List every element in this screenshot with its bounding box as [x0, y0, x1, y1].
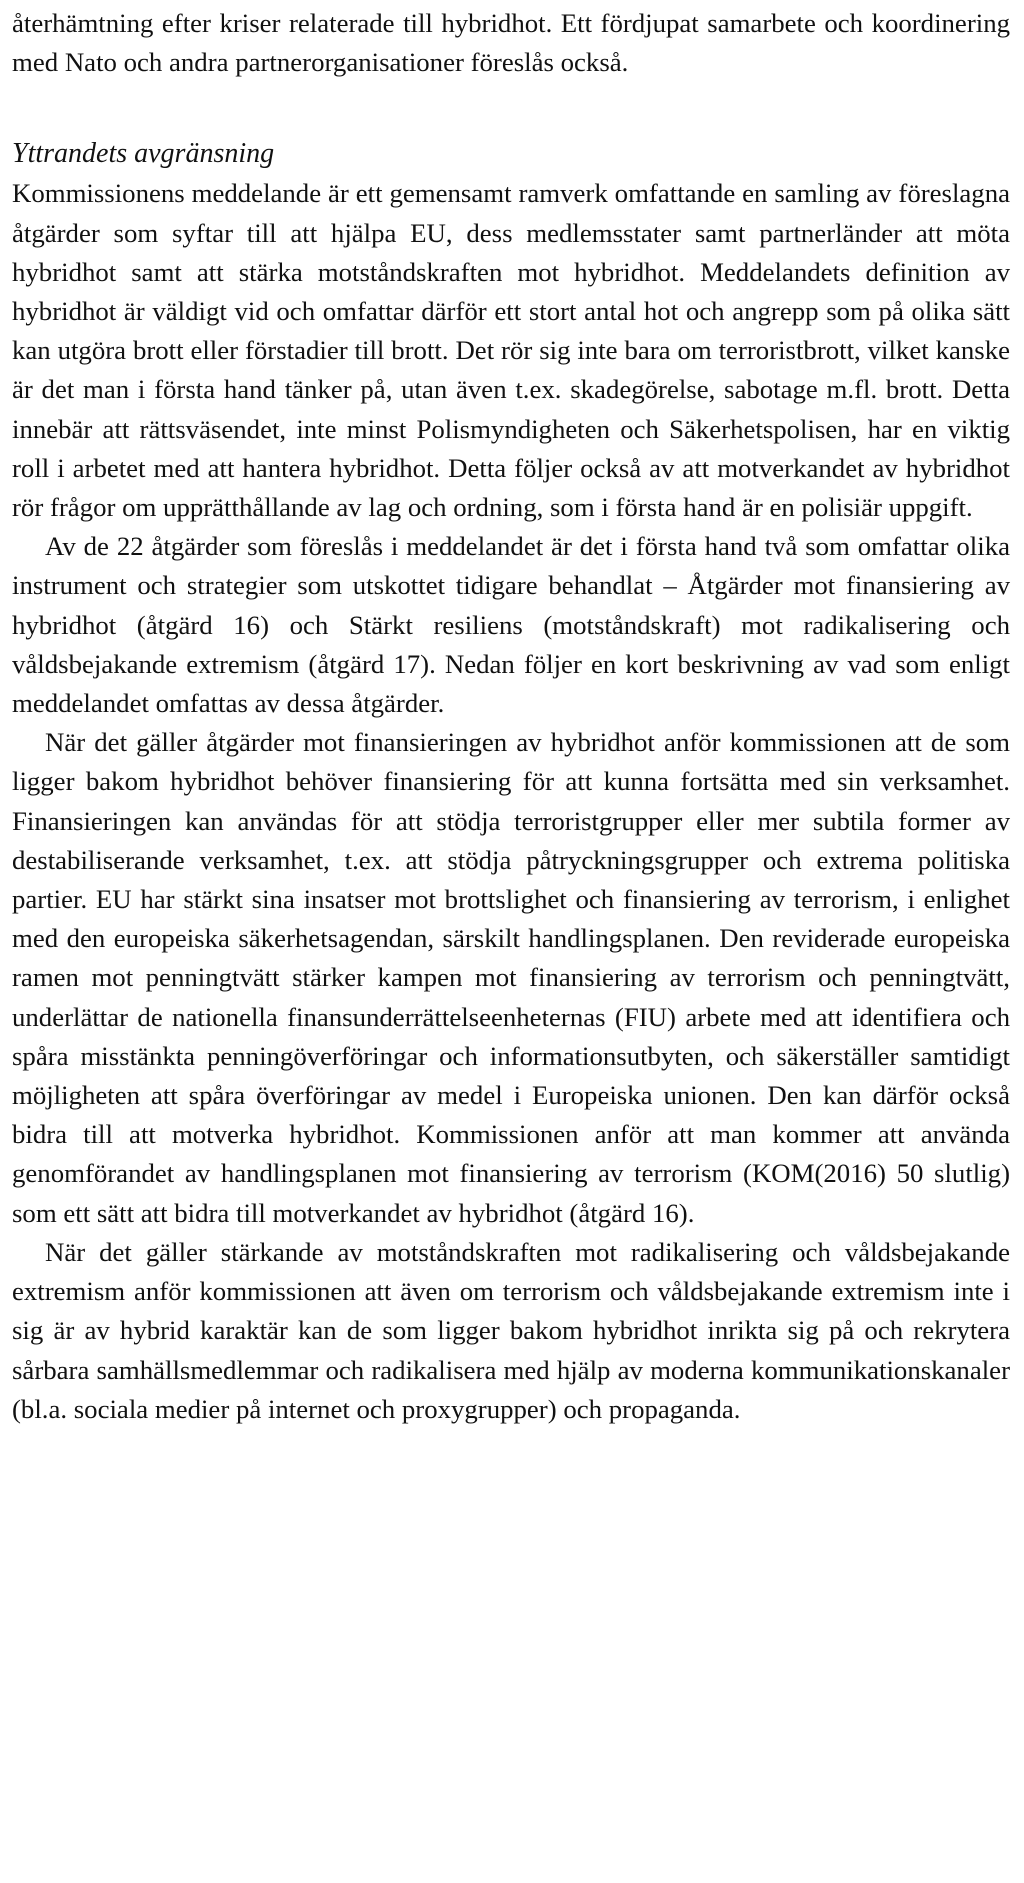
document-page — [12, 0, 1010, 1429]
paragraph-scope: Kommissionens meddelande är ett gemensamt ramverk omfattande en samling av föreslagna åtgärder som syftar till att hjälpa EU, dess medlemsstater samt partnerländer att möta hybridhot samt att stärka motståndskraften mot hybridhot. Meddelandets definition av hybridhot är väldigt vid och omfattar därför ett stort antal hot och angrepp som på olika sätt kan utgöra brott eller förstadier till brott. Det rör sig inte bara om terroristbrott, vilket kanske är det man i första hand tänker på, utan även t.ex. skadegörelse, sabotage m.fl. brott. Detta innebär att rättsväsendet, inte minst Polismyndigheten och Säkerhetspolisen, har en viktig roll i arbetet med att hantera hybridhot. Detta följer också av att motverkandet av hybridhot rör frågor om upprätthållande av lag och ordning, som i första hand är en polisiär uppgift. — [12, 178, 1010, 523]
intro-paragraph: återhämtning efter kriser relaterade till hybridhot. Ett fördjupat samarbete och koordinering med Nato och andra partnerorganisationer föreslås också. — [12, 8, 1010, 78]
paragraph-radicalisation: När det gäller stärkande av motståndskraften mot radikalisering och våldsbejakande extremism anför kommissionen att även om terrorism och våldsbejakande extremism inte i sig är av hybrid karaktär kan de som ligger bakom hybridhot inrikta sig på och rekrytera sårbara samhällsmedlemmar och radikalisera med hjälp av moderna kommunikationskanaler (bl.a. sociala medier på internet och proxygrupper) och propaganda. — [12, 1236, 1010, 1424]
section-heading: Yttrandets avgränsning — [12, 138, 275, 170]
paragraph-measures: Av de 22 åtgärder som föreslås i meddelandet är det i första hand två som omfattar olika instrument och strategier som utskottet tidigare behandlat – Åtgärder mot finansiering av hybridhot (åtgärd 16) och Stärkt resiliens (motståndskraft) mot radikalisering och våldsbejakande extremism (åtgärd 17). Nedan följer en kort beskrivning av vad som enligt meddelandet omfattas av dessa åtgärder. — [12, 531, 1010, 719]
paragraph-financing: När det gäller åtgärder mot finansieringen av hybridhot anför kommissionen att de som ligger bakom hybridhot behöver finansiering för att kunna fortsätta med sin verksamhet. Finansieringen kan användas för att stödja terroristgrupper eller mer subtila former av destabiliserande verksamhet, t.ex. att stödja påtryckningsgrupper och extrema politiska partier. EU har stärkt sina insatser mot brottslighet och finansiering av terrorism, i enlighet med den europeiska säkerhetsagendan, särskilt handlingsplanen. Den reviderade europeiska ramen mot penningtvätt stärker kampen mot finansiering av terrorism och penningtvätt, underlättar de nationella finansunderrättelseenheternas (FIU) arbete med att identifiera och spåra misstänkta penningöverföringar och informationsutbyten, och säkerställer samtidigt möjligheten att spåra överföringar av medel i Europeiska unionen. Den kan därför också bidra till att motverka hybridhot. Kommissionen anför att man kommer att använda genomförandet av handlingsplanen mot finansiering av terrorism (KOM(2016) 50 slutlig) som ett sätt att bidra till motverkandet av hybridhot (åtgärd 16). — [12, 727, 1010, 1228]
